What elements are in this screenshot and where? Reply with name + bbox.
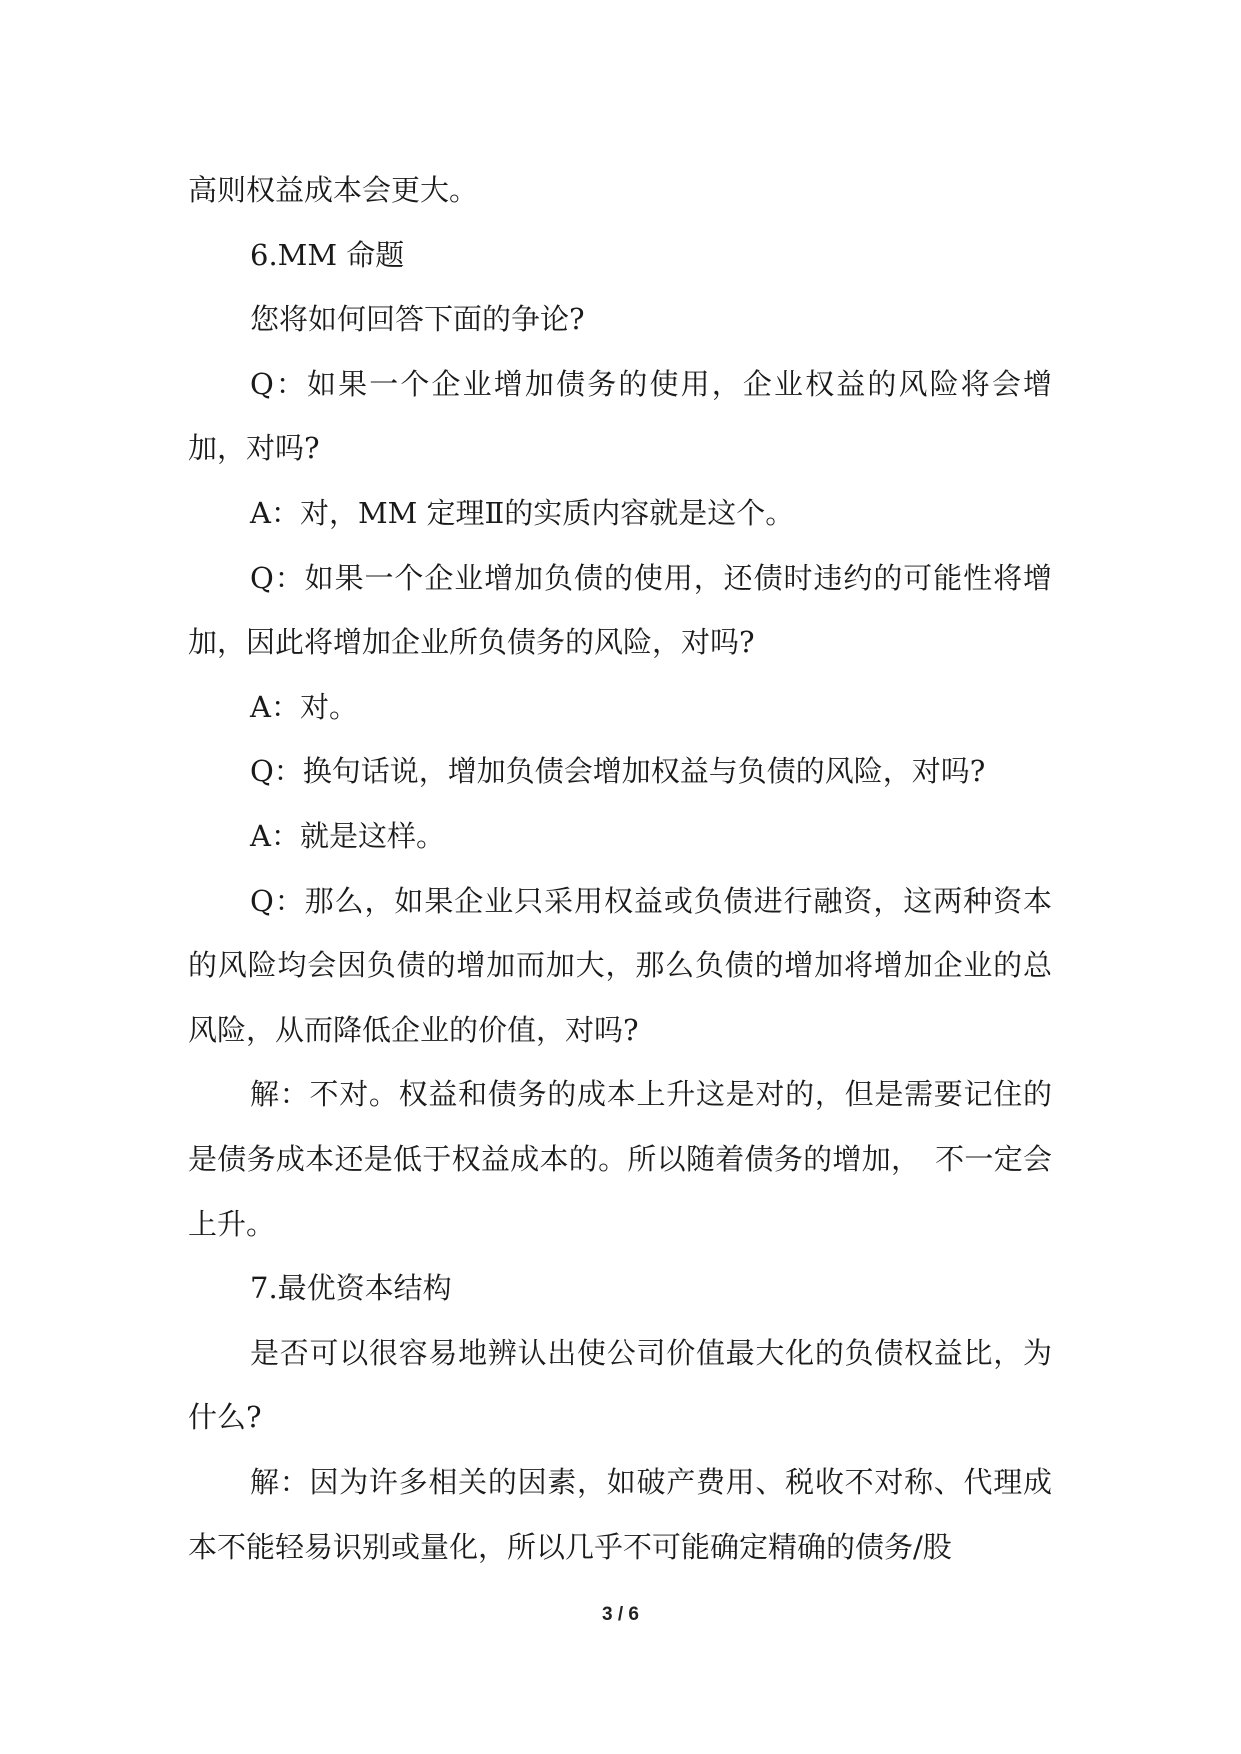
dialogue-q3: Q：换句话说，增加负债会增加权益与负债的风险，对吗? bbox=[250, 754, 986, 789]
dialogue-a1: A：对，MM 定理Ⅱ的实质内容就是这个。 bbox=[250, 496, 795, 530]
section-heading-mm: 6.MM 命题 bbox=[250, 237, 405, 272]
answer-optimal-capital: 解：因为许多相关的因素，如破产费用、税收不对称、代理成本不能轻易识别或量化，所以几乎不可能确定精确的债务/股 bbox=[188, 1465, 1052, 1564]
dialogue-q2: Q：如果一个企业增加负债的使用，还债时违约的可能性将增加，因此将增加企业所负债务的风险，对吗? bbox=[188, 560, 1052, 660]
dialogue-q4: Q：那么，如果企业只采用权益或负债进行融资，这两种资本的风险均会因负债的增加而加大，那么负债的增加将增加企业的总风险，从而降低企业的价值，对吗? bbox=[188, 883, 1052, 1047]
paragraph-continuation: 高则权益成本会更大。 bbox=[188, 173, 479, 207]
question-prompt: 您将如何回答下面的争论? bbox=[250, 302, 585, 337]
dialogue-q1: Q：如果一个企业增加债务的使用，企业权益的风险将会增加，对吗? bbox=[188, 366, 1052, 466]
answer-mm: 解：不对。权益和债务的成本上升这是对的，但是需要记住的是债务成本还是低于权益成本的。所以随着债务的增加， 不一定会上升。 bbox=[188, 1077, 1052, 1241]
dialogue-a3: A：就是这样。 bbox=[250, 819, 445, 853]
question-optimal-capital: 是否可以很容易地辨认出使公司价值最大化的负债权益比，为什么? bbox=[188, 1335, 1052, 1435]
page-number: 3 / 6 bbox=[602, 1604, 639, 1625]
dialogue-a2: A：对。 bbox=[250, 689, 358, 724]
section-heading-optimal-capital: 7.最优资本结构 bbox=[250, 1271, 452, 1306]
